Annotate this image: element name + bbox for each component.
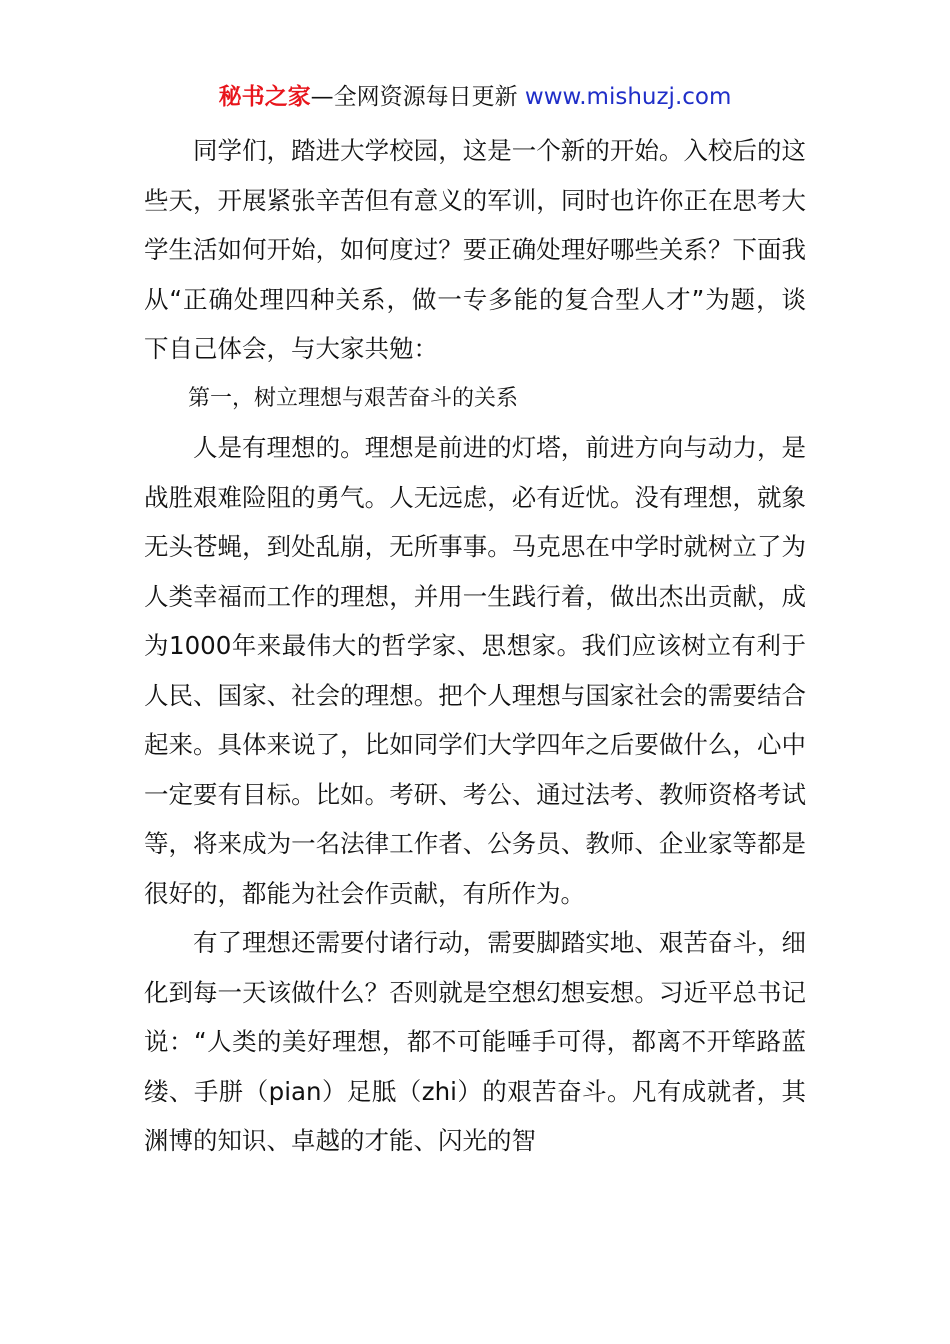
site-tagline: —全网资源每日更新 <box>310 84 518 110</box>
section-heading-1: 第一，树立理想与艰苦奋斗的关系 <box>188 385 519 411</box>
site-url[interactable]: www.mishuzj.com <box>524 84 732 110</box>
page-header <box>0 80 950 114</box>
paragraph-intro: 同学们，踏进大学校园，这是一个新的开始。入校后的这些天，开展紧张辛苦但有意义的军训，同时也许你正在思考大学生活如何开始，如何度过？要正确处理好哪些关系？下面我从“正确处理四种关系，做一专多能的复合型人才”为题，谈下自己体会，与大家共勉： <box>144 136 806 363</box>
site-brand: 秘书之家 <box>218 84 311 110</box>
document-body <box>144 126 806 1166</box>
paragraph-ideals: 人是有理想的。理想是前进的灯塔，前进方向与动力，是战胜艰难险阻的勇气。人无远虑，必有近忧。没有理想，就象无头苍蝇，到处乱崩，无所事事。马克思在中学时就树立了为人类幸福而工作的理想，并用一生践行着，做出杰出贡献，成为1000年来最伟大的哲学家、思想家。我们应该树立有利于人民、国家、社会的理想。把个人理想与国家社会的需要结合起来。具体来说了，比如同学们大学四年之后要做什么，心中一定要有目标。比如。考研、考公、通过法考、教师资格考试等，将来成为一名法律工作者、公务员、教师、企业家等都是很好的，都能为社会作贡献，有所作为。 <box>144 433 806 908</box>
paragraph-action: 有了理想还需要付诸行动，需要脚踏实地、艰苦奋斗，细化到每一天该做什么？否则就是空想幻想妄想。习近平总书记说：“人类的美好理想，都不可能唾手可得，都离不开筚路蓝缕、手胼（pian）足胝（zhi）的艰苦奋斗。凡有成就者，其渊博的知识、卓越的才能、闪光的智 <box>144 928 806 1155</box>
